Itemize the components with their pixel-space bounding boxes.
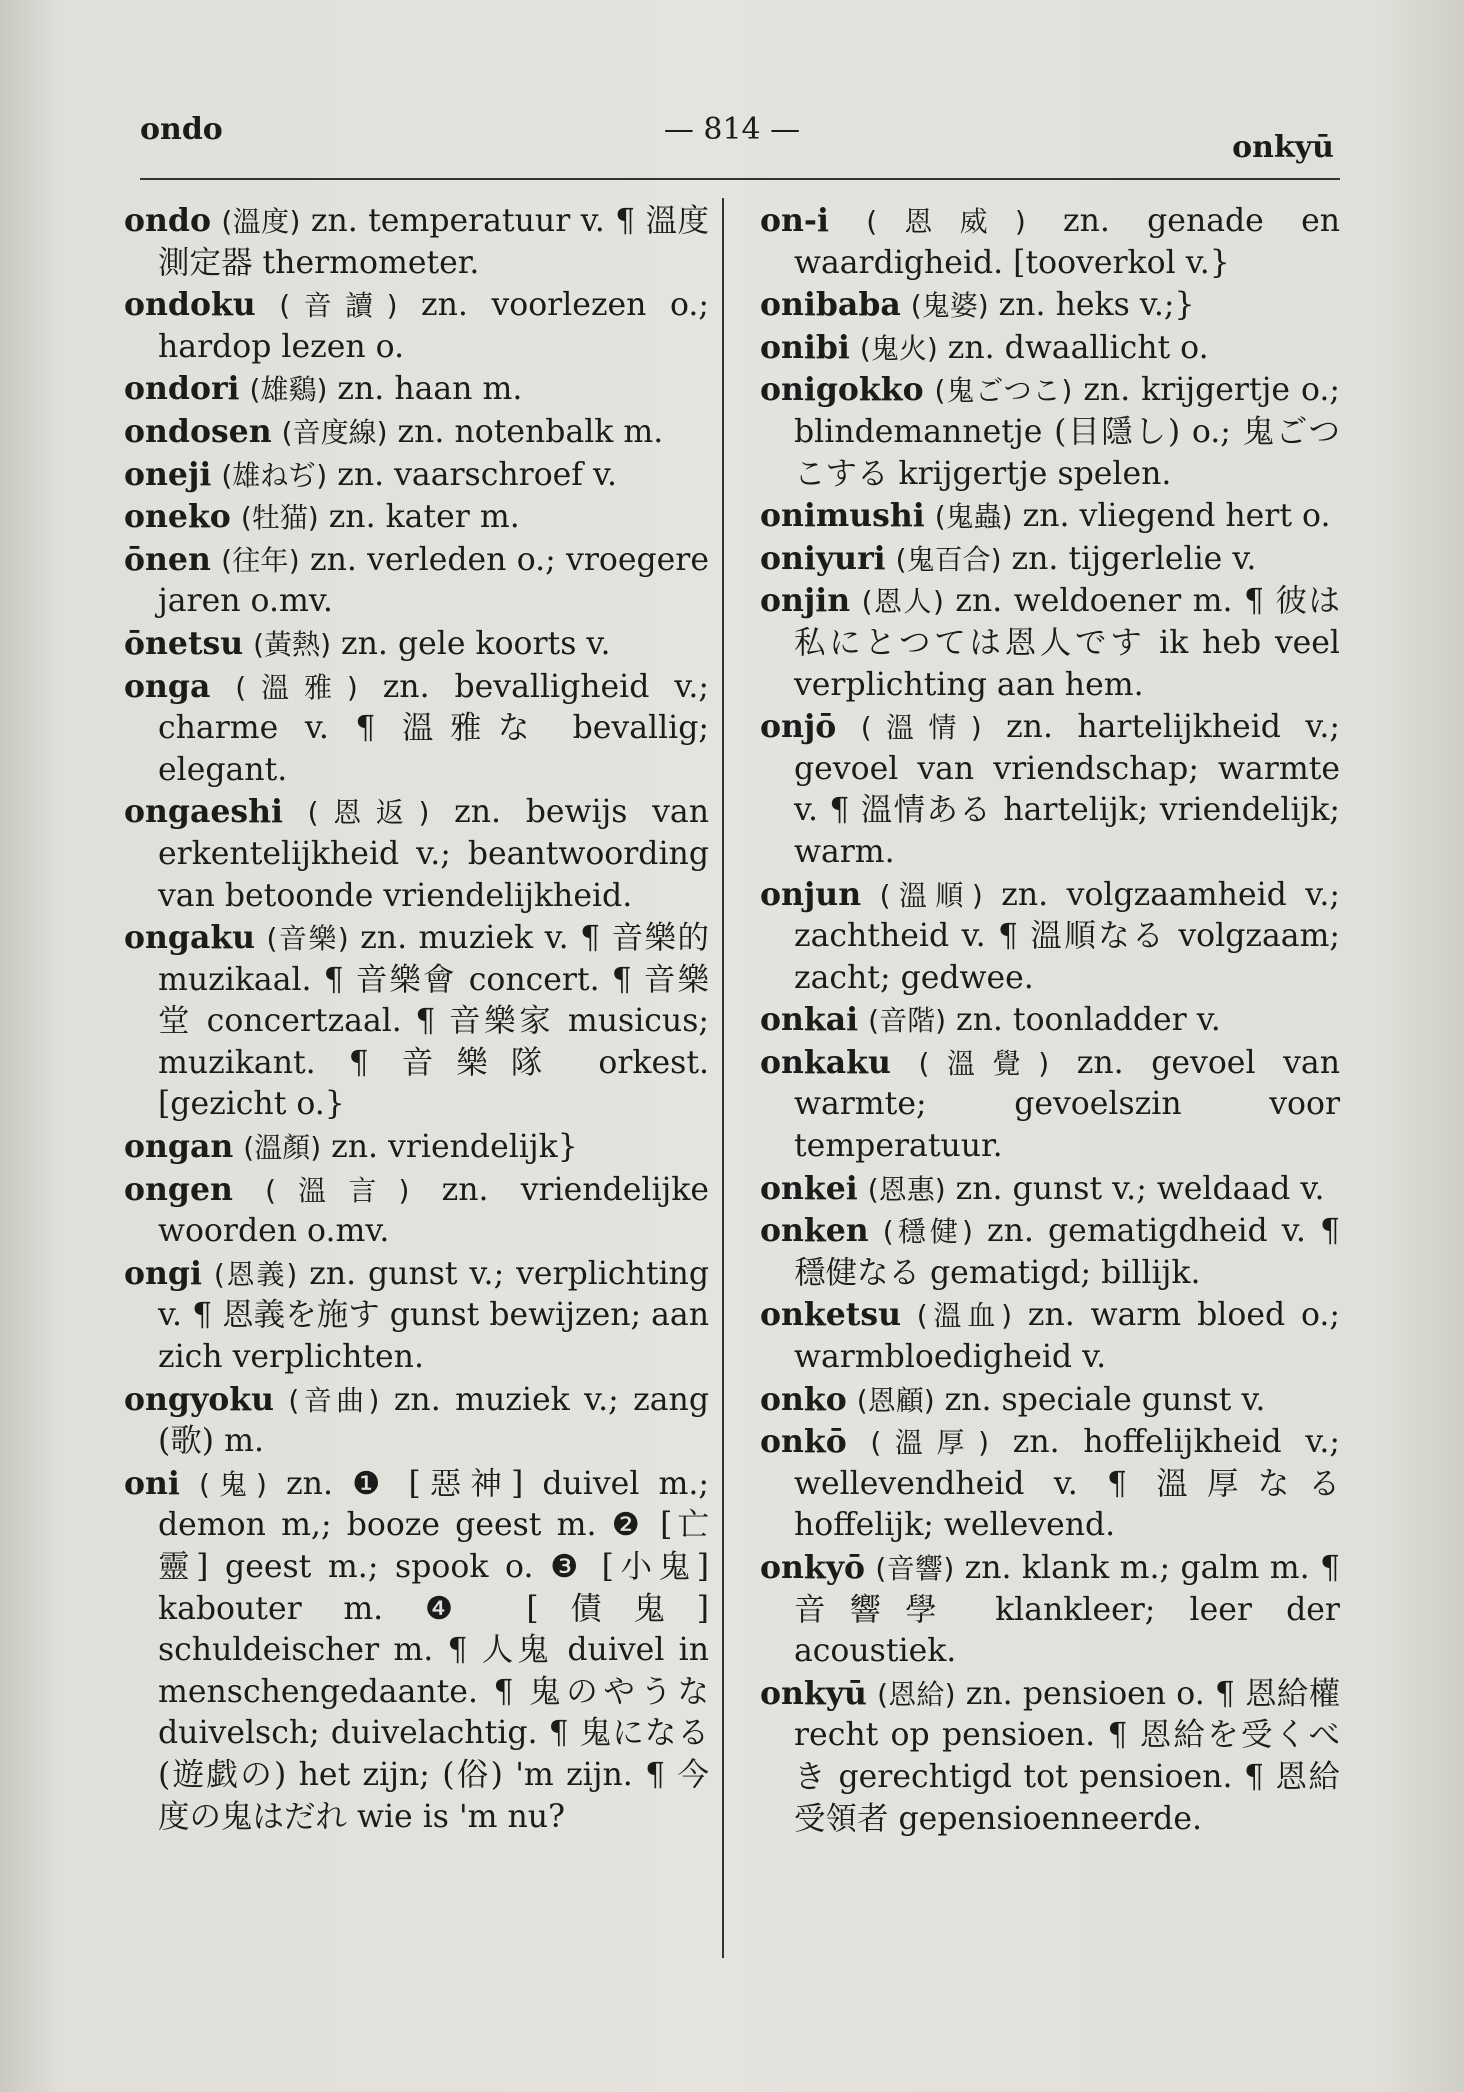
entry-kanji: (鬼婆) (910, 289, 989, 323)
entry-definition: zn. hoffelijkheid v.; wellevendheid v. ¶ 溫厚なる hoffelijk; wellevend. (794, 1424, 1341, 1544)
entry-headword: oneko (124, 498, 231, 536)
entry-headword: ongi (124, 1254, 202, 1292)
entry-headword: onkaku (760, 1043, 891, 1081)
right-column (760, 200, 1340, 1840)
entry-kanji: (溫厚) (870, 1426, 990, 1460)
entry-definition: zn. vaarschroef v. (337, 456, 618, 493)
entry-definition: zn. haan m. (337, 371, 523, 408)
entry-headword: onketsu (760, 1296, 901, 1334)
entry-kanji: (鬼ごつこ) (934, 374, 1073, 408)
dictionary-entry (124, 1169, 709, 1253)
entry-kanji: (恩給) (877, 1677, 956, 1711)
dictionary-entry (124, 1253, 709, 1379)
entry-kanji: (溫覺) (918, 1046, 1050, 1080)
entry-kanji: (穩健) (882, 1215, 973, 1249)
entry-definition: zn. gematigdheid v. ¶ 穩健なる gematigd; billijk. (794, 1213, 1341, 1291)
entry-headword: onibaba (760, 286, 901, 324)
entry-definition: zn. toonladder v. (956, 1002, 1221, 1039)
entry-headword: onjun (760, 875, 862, 913)
dictionary-entry (760, 1210, 1340, 1294)
dictionary-entry (124, 411, 709, 454)
entry-kanji: (音階) (868, 1004, 946, 1038)
entry-definition: zn. vriendelijke woorden o.mv. (158, 1171, 710, 1250)
entry-headword: onken (760, 1212, 869, 1250)
entry-definition: zn. klank m.; galm m. ¶ 音響學 klankleer; leer der acoustiek. (794, 1550, 1340, 1670)
dictionary-entry (760, 706, 1340, 873)
entry-headword: ōnen (124, 540, 211, 578)
dictionary-entry (124, 496, 709, 539)
dictionary-entry (760, 874, 1340, 1000)
entry-kanji: (雄ねぢ) (221, 458, 328, 492)
dictionary-entry (760, 1379, 1340, 1422)
entry-headword: onga (124, 667, 211, 705)
entry-definition: zn. hartelijkheid v.; gevoel van vriendschap; warmte v. ¶ 溫情ある hartelijk; vriendelijk; warm. (794, 709, 1341, 870)
entry-definition: zn. bewijs van erkentelijkheid v.; beantwoording van betoonde vriendelijkheid. (158, 794, 710, 914)
entry-definition: zn. gunst v.; weldaad v. (955, 1170, 1325, 1207)
dictionary-entry (760, 538, 1340, 581)
entry-definition: zn. dwaallicht o. (947, 329, 1209, 366)
entry-kanji: (雄鷄) (249, 373, 328, 407)
dictionary-entry (124, 368, 709, 411)
dictionary-entry (760, 580, 1340, 706)
entry-kanji: (鬼蟲) (934, 500, 1013, 534)
dictionary-entry (124, 284, 709, 368)
entry-definition: zn. heks v.;} (998, 287, 1195, 324)
dictionary-entry (124, 1379, 709, 1463)
entry-kanji: (鬼百合) (895, 542, 1002, 576)
dictionary-entry (124, 1126, 709, 1169)
entry-headword: ongan (124, 1128, 234, 1166)
dictionary-entry (760, 1421, 1340, 1547)
entry-definition: zn. bevalligheid v.; charme v. ¶ 溫雅な bevallig; elegant. (158, 668, 710, 788)
dictionary-entry (124, 1463, 709, 1838)
entry-headword: onigokko (760, 371, 924, 409)
entry-headword: onjin (760, 582, 851, 620)
entry-headword: on-i (760, 202, 829, 239)
entry-kanji: (溫順) (879, 878, 983, 912)
entry-headword: onkyō (760, 1549, 866, 1586)
entry-kanji: (黃熱) (253, 627, 332, 661)
entry-kanji: (恩人) (861, 585, 944, 619)
entry-headword: oni (124, 1464, 180, 1502)
column-divider (722, 198, 724, 1958)
entry-headword: oniyuri (760, 539, 886, 577)
entry-headword: ongen (124, 1170, 233, 1208)
entry-definition: zn. pensioen o. ¶ 恩給權 recht op pensioen. ¶ 恩給を受くべき gerechtigd tot pensioen. ¶ 恩給受領者 gepensioenneerde. (794, 1675, 1341, 1837)
entry-kanji: (溫情) (860, 711, 982, 745)
entry-definition: zn. krijgertje o.; blindemannetje (目隱し) o.; 鬼ごつこする krijgertje spelen. (794, 372, 1341, 492)
entry-definition: zn. vriendelijk} (331, 1129, 578, 1166)
entry-definition: zn. muziek v. ¶ 音樂的 muzikaal. ¶ 音樂會 concert. ¶ 音樂堂 concertzaal. ¶ 音樂家 musicus; muzikant. ¶ 音樂隊 orkest. [gezicht o.} (158, 920, 709, 1123)
entry-definition: zn. gevoel van warmte; gevoelszin voor temperatuur. (794, 1044, 1340, 1165)
entry-headword: ondo (124, 202, 211, 239)
entry-kanji: (溫度) (221, 205, 301, 238)
dictionary-entry (124, 917, 709, 1126)
entry-definition: zn. kater m. (328, 499, 520, 536)
entry-kanji: (音讀) (279, 289, 398, 323)
entry-kanji: (恩顧) (856, 1383, 935, 1417)
dictionary-entry (760, 1547, 1340, 1673)
entry-headword: ondosen (124, 412, 272, 450)
entry-kanji: (音響) (875, 1552, 955, 1585)
entry-kanji: (鬼火) (859, 331, 938, 365)
running-head-left: ondo (140, 112, 223, 147)
dictionary-entry (124, 539, 709, 623)
entry-headword: onkyū (760, 1674, 867, 1712)
running-head-right: onkyū (1232, 130, 1334, 165)
entry-headword: onkai (760, 1001, 859, 1039)
header-rule (140, 178, 1340, 180)
entry-kanji: (牡猫) (240, 501, 319, 535)
entry-headword: ongyoku (124, 1380, 274, 1418)
entry-kanji: (溫血) (916, 1299, 1013, 1333)
dictionary-entry (760, 999, 1340, 1042)
entry-kanji: (溫言) (265, 1173, 410, 1207)
entry-headword: onko (760, 1380, 847, 1418)
entry-headword: onkei (760, 1169, 858, 1207)
entry-definition: zn. volgzaamheid v.; zachtheid v. ¶ 溫順なる volgzaam; zacht; gedwee. (794, 876, 1340, 996)
entry-definition: zn. vliegend hert o. (1022, 498, 1331, 535)
entry-headword: ongaeshi (124, 793, 283, 831)
left-column (124, 200, 709, 1838)
entry-headword: onkō (760, 1423, 847, 1461)
dictionary-entry (124, 791, 709, 917)
entry-kanji: (恩威) (866, 205, 1026, 238)
entry-kanji: (音曲) (288, 1383, 380, 1417)
entry-definition: zn. muziek v.; zang (歌) m. (158, 1381, 709, 1460)
entry-headword: onibi (760, 328, 850, 366)
dictionary-entry (124, 454, 709, 497)
entry-kanji: (鬼) (198, 1467, 267, 1501)
dictionary-entry (124, 666, 709, 792)
entry-headword: oneji (124, 455, 212, 493)
entry-definition: zn. verleden o.; vroegere jaren o.mv. (158, 541, 709, 620)
entry-definition: zn. speciale gunst v. (944, 1381, 1266, 1418)
dictionary-entry (124, 623, 709, 666)
entry-kanji: (恩惠) (867, 1172, 946, 1206)
entry-kanji: (音度線) (281, 415, 388, 449)
dictionary-entry (124, 200, 709, 284)
entry-definition: zn. notenbalk m. (397, 413, 664, 450)
dictionary-entry (760, 200, 1340, 284)
entry-kanji: (溫雅) (235, 670, 358, 704)
dictionary-entry (760, 1042, 1340, 1168)
entry-headword: ōnetsu (124, 624, 244, 662)
entry-definition: zn. voorlezen o.; hardop lezen o. (158, 287, 710, 365)
dictionary-entry (760, 369, 1340, 495)
entry-definition: zn. genade en waardigheid. [tooverkol v.} (794, 203, 1340, 281)
dictionary-entry (760, 1673, 1340, 1840)
entry-definition: zn. weldoener m. ¶ 彼は私にとつては恩人です ik heb veel verplichting aan hem. (794, 583, 1341, 703)
entry-definition: zn. gunst v.; verplichting v. ¶ 恩義を施す gunst bewijzen; aan zich verplichten. (158, 1255, 709, 1376)
entry-definition: zn. ❶ [惡神] duivel m.; demon m,; booze geest m. ❷ [亡靈] geest m.; spook o. ❸ [小鬼] kabouter m. ❹ [債鬼] schuldeischer m. ¶ 人鬼 duivel in menschengedaante. ¶ 鬼のやうな duivelsch; duivelachtig. ¶ 鬼になる (遊戯の) het zijn; (俗) 'm zijn. ¶ 今度の鬼はだれ wie is 'm nu? (158, 1465, 709, 1835)
entry-definition: zn. tijgerlelie v. (1011, 540, 1257, 577)
entry-headword: ongaku (124, 919, 256, 957)
entry-kanji: (恩義) (213, 1257, 298, 1291)
entry-headword: onimushi (760, 497, 925, 535)
entry-kanji: (恩返) (307, 796, 430, 830)
entry-definition: zn. gele koorts v. (341, 625, 611, 662)
entry-definition: zn. temperatuur v. ¶ 溫度測定器 thermometer. (158, 203, 710, 281)
dictionary-entry (760, 1294, 1340, 1378)
page-number: — 814 — (663, 112, 801, 147)
entry-headword: ondori (124, 370, 240, 408)
entry-kanji: (音樂) (266, 922, 349, 956)
dictionary-entry (760, 495, 1340, 538)
entry-headword: onjō (760, 708, 837, 746)
dictionary-entry (760, 1168, 1340, 1211)
entry-headword: ondoku (124, 286, 256, 324)
dictionary-entry (760, 327, 1340, 370)
entry-definition: zn. warm bloed o.; warmbloedigheid v. (794, 1297, 1340, 1376)
entry-kanji: (溫顏) (243, 1131, 322, 1165)
dictionary-entry (760, 284, 1340, 327)
entry-kanji: (往年) (221, 543, 300, 577)
